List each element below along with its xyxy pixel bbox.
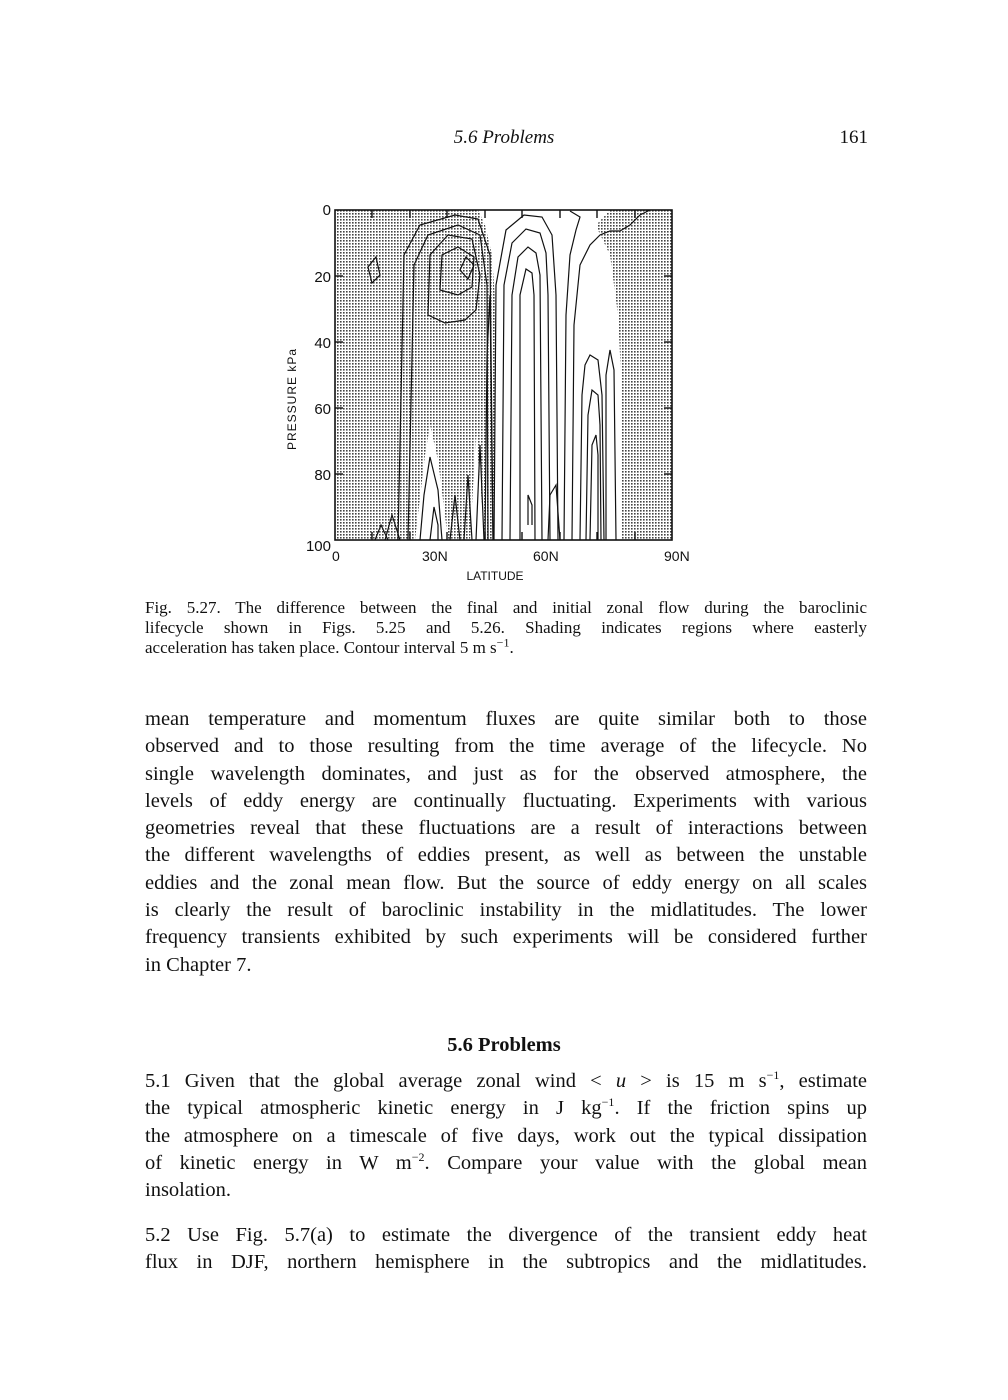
body-line: levels of eddy energy are continually fluctuating. Experiments with various [145, 789, 867, 812]
contour-plot [280, 195, 710, 590]
y-tick-label: 20 [314, 269, 331, 286]
x-tick-label: 90N [664, 548, 690, 564]
running-head [0, 127, 1008, 151]
y-tick-label: 80 [314, 467, 331, 484]
shaded-region-east [598, 210, 672, 540]
caption-line: Fig. 5.27. The difference between the final and initial zonal flow during the baroclinic [145, 598, 867, 617]
body-line: the different wavelengths of eddies present, as well as between the unstable [145, 844, 867, 867]
body-line: geometries reveal that these fluctuations are a result of interactions between [145, 817, 867, 840]
caption-line: acceleration has taken place. Contour interval 5 m $s^{-1}$. [145, 635, 514, 657]
body-line: eddies and the zonal mean flow. But the source of eddy energy on all scales [145, 871, 867, 894]
x-tick-label: 30N [422, 548, 448, 564]
running-head-title: 5.6 Problems [453, 127, 555, 148]
problem-5-2: 5.2 Use Fig. 5.7(a) to estimate the divergence of the transient eddy heat flux in DJF, northern hemisphere in the subtropics and the midlatitudes. [145, 1224, 867, 1274]
y-tick-label: 100 [305, 538, 331, 555]
body-line: is clearly the result of baroclinic instability in the midlatitudes. The lower [145, 899, 867, 922]
figure-5-27 [280, 195, 710, 590]
y-tick-label: 40 [314, 335, 331, 352]
caption-line: lifecycle shown in Figs. 5.25 and 5.26. Shading indicates regions where easterly [145, 618, 867, 637]
body-line: in Chapter 7. [145, 953, 252, 976]
y-tick-label: 0 [322, 202, 331, 219]
body-line: single wavelength dominates, and just as for the observed atmosphere, the [145, 762, 867, 785]
figure-caption [145, 598, 867, 658]
page-number: 161 [839, 127, 868, 148]
section-heading: 5.6 Problems [447, 1034, 561, 1056]
body-line: mean temperature and momentum fluxes are quite similar both to those [145, 708, 867, 730]
y-axis-label: PRESSURE kPa [285, 347, 299, 450]
body-paragraph [145, 706, 867, 979]
x-axis-label: LATITUDE [466, 569, 524, 583]
problem-5-1: 5.1 Given that the global average zonal wind < u > is 15 m $s^{-1}$, estimate the typical atmospheric kinetic energy in J $kg^{-1}$. If the friction spins up the atmosphere on a timescale of five days, work out the typical dissipation of kinetic energy in W $m^{-2}$. Compare your value with the global mean insolation. [145, 1068, 867, 1202]
body-line: frequency transients exhibited by such experiments will be considered further [145, 926, 867, 949]
shaded-region-west [335, 210, 496, 540]
y-tick-label: 60 [314, 401, 331, 418]
x-tick-label: 0 [332, 548, 340, 564]
x-tick-label: 60N [533, 548, 559, 564]
body-line: observed and to those resulting from the time average of the lifecycle. No [145, 735, 867, 758]
